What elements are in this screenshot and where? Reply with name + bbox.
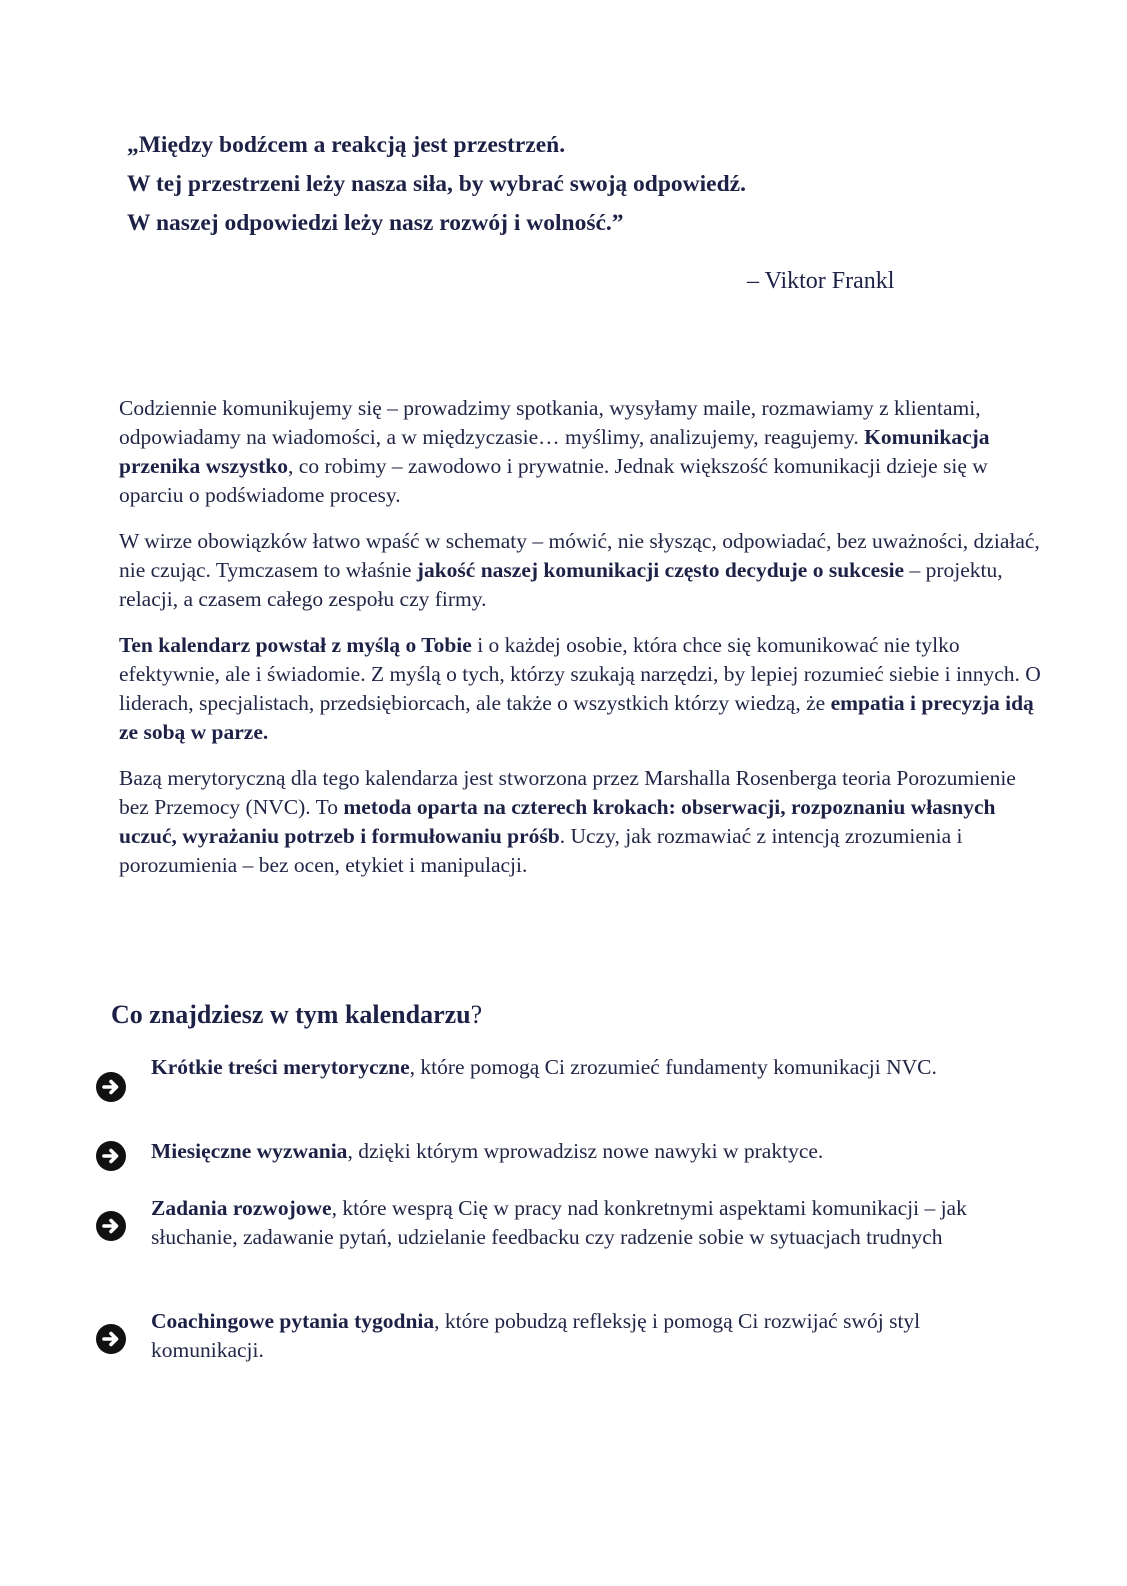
paragraph-text: , co robimy – zawodowo i prywatnie. Jednak większość komunikacji dzieje się w oparciu o podświadome procesy. xyxy=(119,454,988,507)
paragraph-4 xyxy=(119,764,1044,880)
list-item-title: Zadania rozwojowe xyxy=(151,1196,332,1220)
quote-line-1: „Między bodźcem a reakcją jest przestrzeń. xyxy=(127,132,566,158)
paragraph-2 xyxy=(119,527,1044,614)
list-item-description: , które pobudzą refleksję i pomogą Ci rozwijać swój styl komunikacji. xyxy=(151,1309,921,1362)
list-item-description: , dzięki którym wprowadzisz nowe nawyki w praktyce. xyxy=(347,1139,824,1163)
quote-author: – Viktor Frankl xyxy=(747,268,895,294)
list-item-text xyxy=(151,1137,1031,1166)
section-heading-text: Co znajdziesz w tym kalendarzu xyxy=(111,1000,471,1029)
list-item-title: Krótkie treści merytoryczne xyxy=(151,1055,410,1079)
paragraph-text: Bazą merytoryczną dla tego kalendarza jest stworzona przez Marshalla Rosenberga teoria Porozumienie bez Przemocy (NVC). To xyxy=(119,766,1016,819)
paragraph-emphasis: Komunikacja przenika wszystko xyxy=(119,425,990,478)
paragraph-emphasis: empatia i precyzja idą ze sobą w parze. xyxy=(119,691,1034,744)
list-item-title: Miesięczne wyzwania xyxy=(151,1139,348,1163)
arrow-right-circle-icon xyxy=(96,1141,126,1171)
paragraph-emphasis: metoda oparta na czterech krokach: obserwacji, rozpoznaniu własnych uczuć, wyrażaniu potrzeb i formułowaniu próśb xyxy=(119,795,996,848)
paragraph-text: W wirze obowiązków łatwo wpaść w schematy – mówić, nie słysząc, odpowiadać, bez uważności, działać, nie czując. Tymczasem to właśnie xyxy=(119,529,1040,582)
list-item-description: , które wesprą Cię w pracy nad konkretnymi aspektami komunikacji – jak słuchanie, zadawanie pytań, udzielanie feedbacku czy radzenie sobie w sytuacjach trudnych xyxy=(151,1196,967,1249)
quote-line-3: W naszej odpowiedzi leży nasz rozwój i wolność.” xyxy=(127,210,624,236)
list-item-description: , które pomogą Ci zrozumieć fundamenty komunikacji NVC. xyxy=(409,1055,937,1079)
list-item-title: Coachingowe pytania tygodnia xyxy=(151,1309,435,1333)
paragraph-text: . Uczy, jak rozmawiać z intencją zrozumienia i porozumienia – bez ocen, etykiet i manipulacji. xyxy=(119,824,963,877)
list-item-text xyxy=(151,1053,1031,1082)
arrow-right-circle-icon xyxy=(96,1211,126,1241)
intro-body xyxy=(119,394,1044,897)
paragraph-emphasis: jakość naszej komunikacji często decyduje o sukcesie xyxy=(416,558,905,582)
list-item-text xyxy=(151,1307,1031,1365)
quote-block xyxy=(127,126,1027,243)
quote-line-2: W tej przestrzeni leży nasza siła, by wybrać swoją odpowiedź. xyxy=(127,171,746,197)
paragraph-text: i o każdej osobie, która chce się komunikować nie tylko efektywnie, ale i świadomie. Z myślą o tych, którzy szukają narzędzi, by lepiej rozumieć siebie i innych. O liderach, specjalistach, przedsiębiorcach, ale także o wszystkich którzy wiedzą, że xyxy=(119,633,1041,715)
section-heading-mark: ? xyxy=(470,1000,483,1029)
list-item-text xyxy=(151,1194,1031,1252)
arrow-right-circle-icon xyxy=(96,1324,126,1354)
paragraph-1 xyxy=(119,394,1044,510)
paragraph-text: – projektu, relacji, a czasem całego zespołu czy firmy. xyxy=(119,558,1003,611)
paragraph-3 xyxy=(119,631,1044,747)
arrow-right-circle-icon xyxy=(96,1072,126,1102)
paragraph-emphasis: Ten kalendarz powstał z myślą o Tobie xyxy=(119,633,472,657)
section-heading xyxy=(111,1000,482,1030)
paragraph-text: Codziennie komunikujemy się – prowadzimy spotkania, wysyłamy maile, rozmawiamy z klientami, odpowiadamy na wiadomości, a w międzyczasie… myślimy, analizujemy, reagujemy. xyxy=(119,396,981,449)
